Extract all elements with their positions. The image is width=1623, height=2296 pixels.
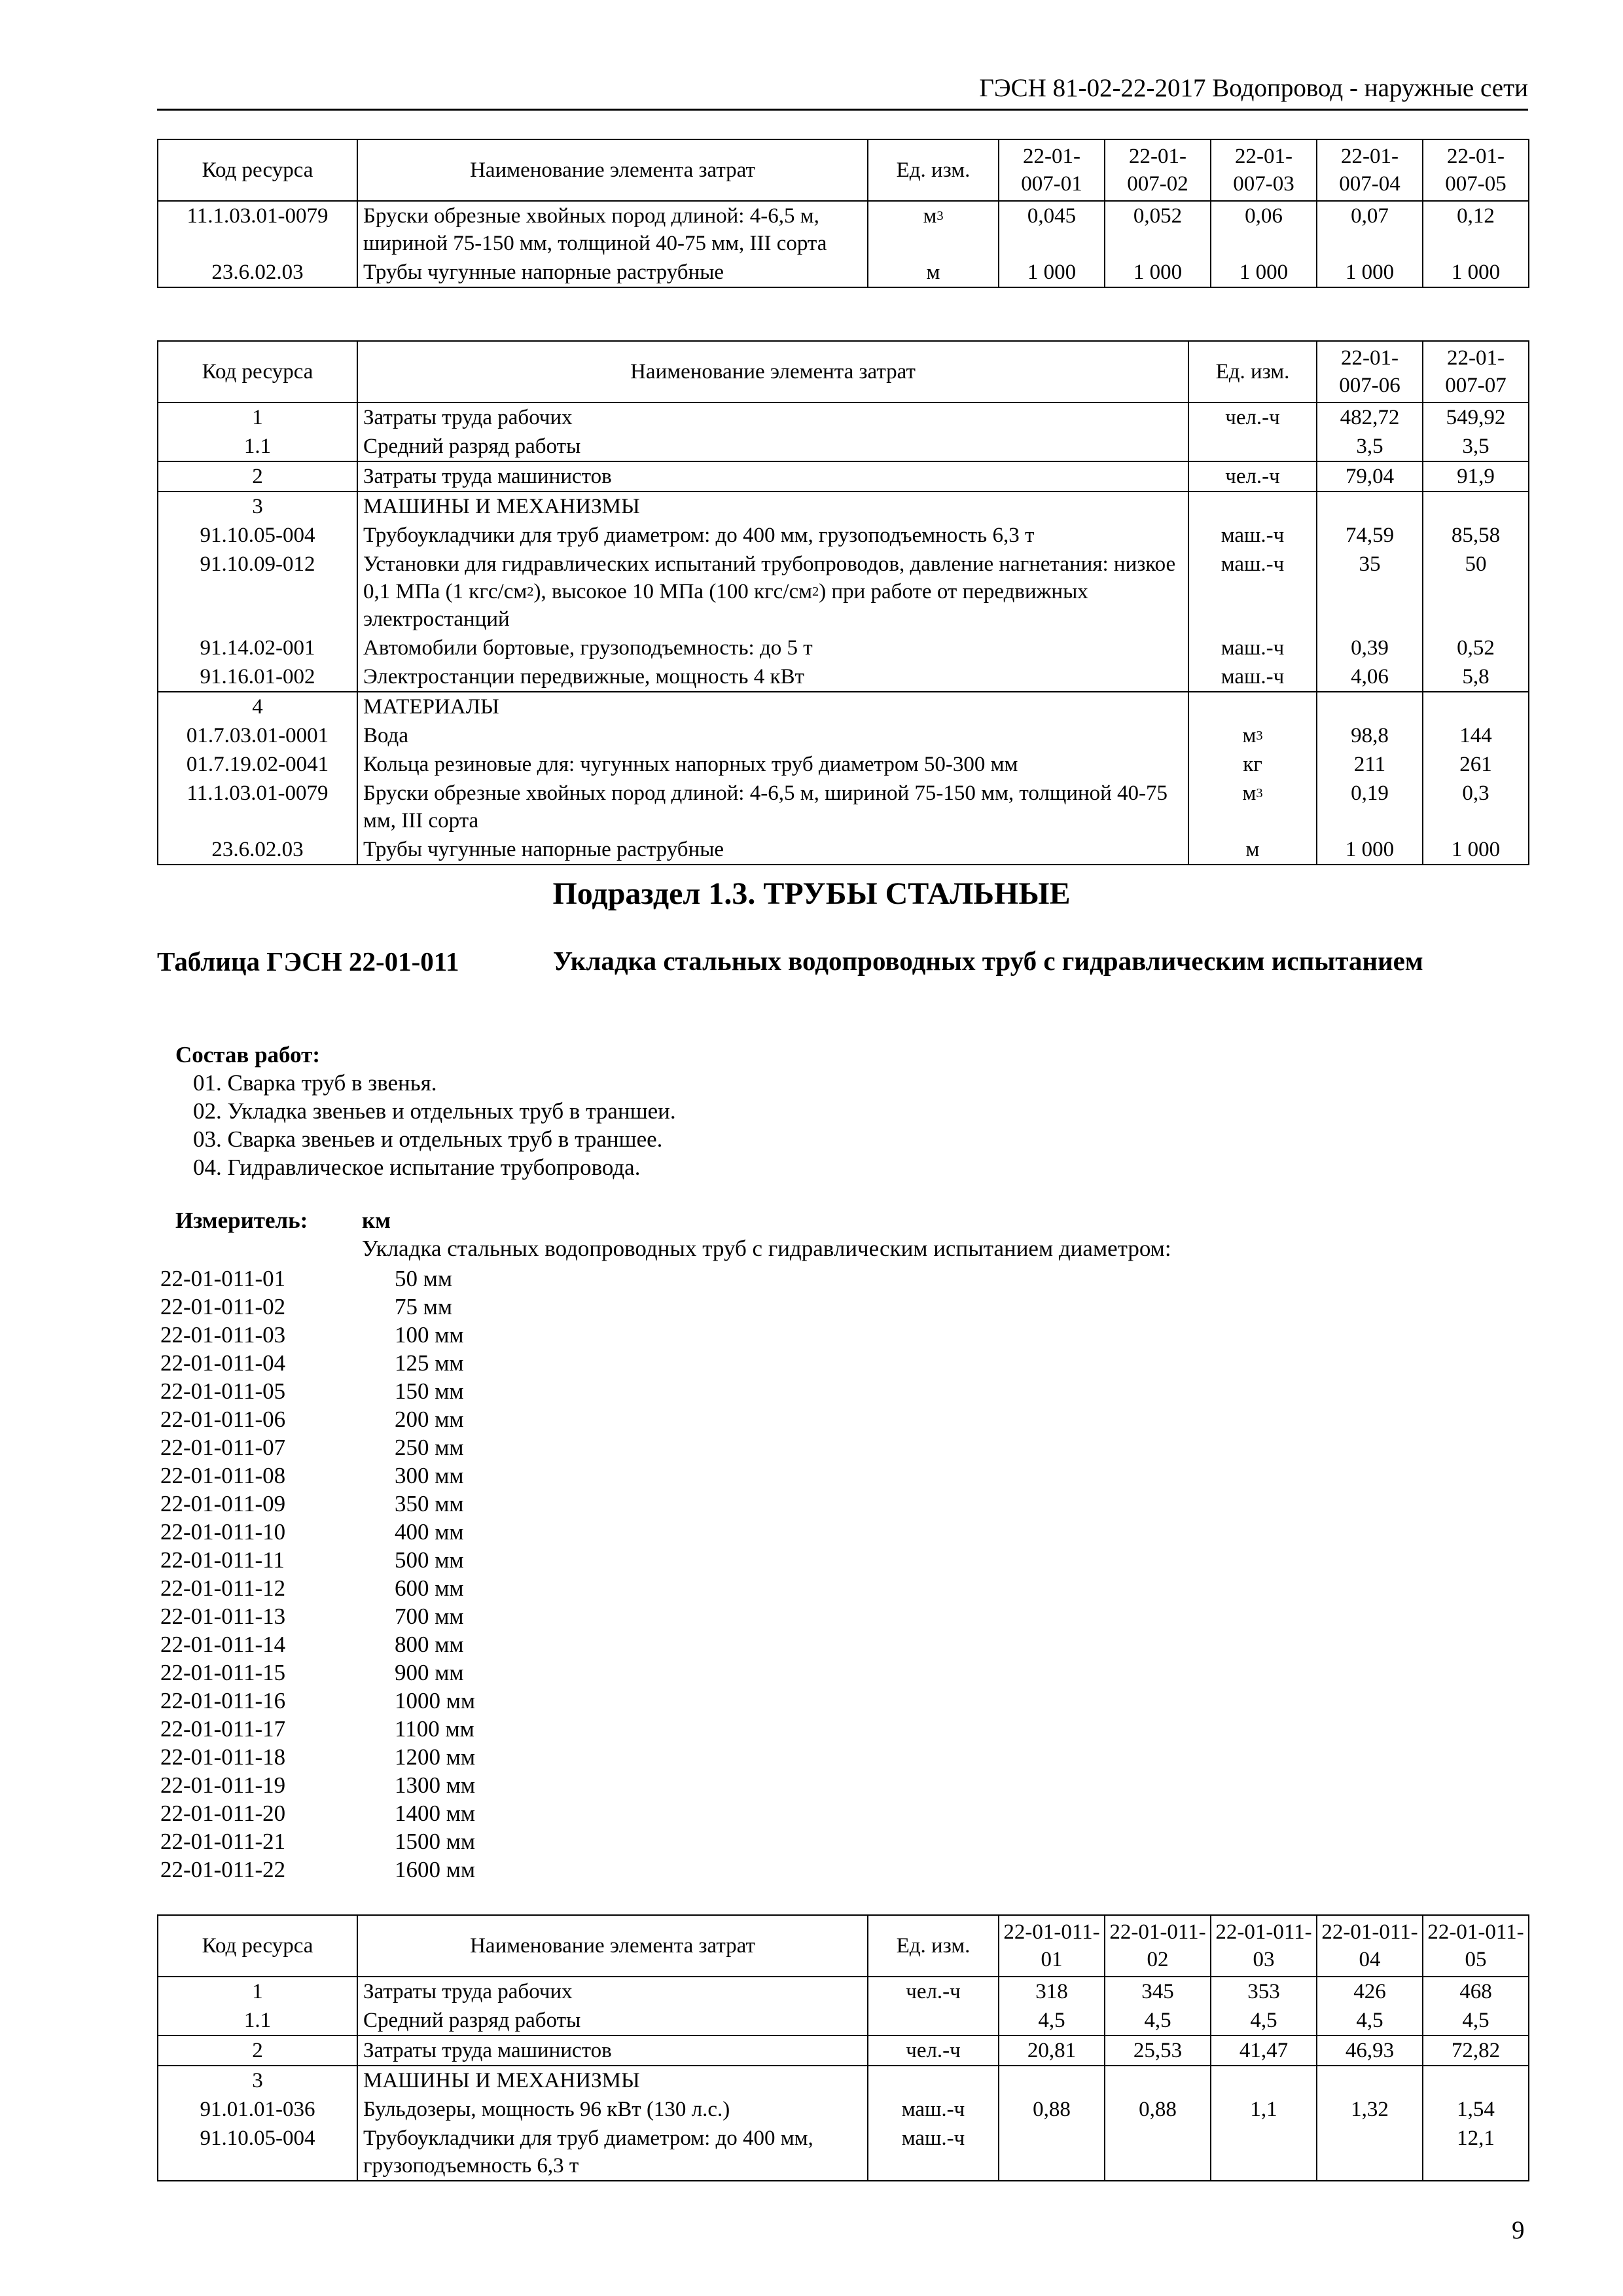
unit-text: чел.-ч	[906, 2039, 961, 2062]
value-cell: 4,5	[1423, 2006, 1529, 2036]
superscript: 2	[527, 584, 534, 599]
measure-label: Измеритель:	[175, 1208, 308, 1233]
value-cell: 50	[1423, 550, 1529, 634]
value-cell	[1105, 2124, 1211, 2181]
value-cell	[1423, 492, 1529, 521]
value-cell: 12,1	[1423, 2124, 1529, 2181]
value-cell: 0,88	[999, 2095, 1105, 2124]
norm-code: 22-01-011-17	[160, 1716, 286, 1742]
list-item	[160, 1377, 475, 1405]
value-cell: 0,39	[1317, 634, 1423, 662]
value-cell: 20,81	[999, 2036, 1105, 2066]
pipe-diameter: 1400 мм	[395, 1801, 476, 1826]
norm-code: 22-01-011-03	[160, 1322, 286, 1348]
value-cell: 35	[1317, 550, 1423, 634]
col-header-name: Наименование элемента затрат	[357, 341, 1188, 403]
list-item	[160, 1827, 475, 1856]
norm-code: 22-01-011-19	[160, 1772, 286, 1798]
col-header-code: Код ресурса	[158, 1915, 357, 1977]
value-cell: 0,19	[1317, 779, 1423, 835]
list-item	[160, 1743, 475, 1771]
norm-code: 22-01-011-13	[160, 1604, 286, 1629]
value-cell: 1 000	[1105, 258, 1211, 287]
norm-code: 22-01-011-22	[160, 1857, 286, 1882]
pipe-diameter: 1200 мм	[395, 1744, 476, 1770]
unit-superscript: 3	[1256, 785, 1263, 800]
pipe-diameter: 75 мм	[395, 1294, 453, 1319]
value-cell: 5,8	[1423, 662, 1529, 692]
table-row	[158, 2124, 1529, 2181]
norm-code: 22-01-011-12	[160, 1575, 286, 1601]
table-row	[158, 721, 1529, 750]
resource-code: 01.7.03.01-0001	[158, 721, 357, 750]
table-row	[158, 258, 1529, 287]
value-cell: 345	[1105, 1977, 1211, 2006]
resource-name: Автомобили бортовые, грузоподъемность: до 5 т	[357, 634, 1188, 662]
norm-code: 22-01-011-04	[160, 1350, 286, 1376]
value-cell: 1 000	[1423, 835, 1529, 865]
unit-text: кг	[1243, 753, 1262, 776]
unit-text: м	[923, 204, 937, 228]
unit-text: м	[1242, 724, 1257, 747]
resource-name: Трубы чугунные напорные раструбные	[357, 258, 868, 287]
resource-name: Трубоукладчики для труб диаметром: до 400 мм, грузоподъемность 6,3 т	[357, 2124, 868, 2181]
resource-code: 91.14.02-001	[158, 634, 357, 662]
col-header-code-col: 22-01-007-05	[1423, 139, 1529, 201]
table-header-row	[158, 1915, 1529, 1977]
resource-name: Кольца резиновые для: чугунных напорных труб диаметром 50-300 мм	[357, 750, 1188, 779]
norm-code-list	[160, 1265, 475, 1884]
col-header-code-col: 22-01-011-02	[1105, 1915, 1211, 1977]
value-cell	[1423, 692, 1529, 721]
list-item	[160, 1405, 475, 1433]
resource-name: МАШИНЫ И МЕХАНИЗМЫ	[357, 492, 1188, 521]
resource-name: Затраты труда машинистов	[357, 2036, 868, 2066]
list-item: 03. Сварка звеньев и отдельных труб в траншее.	[193, 1126, 663, 1152]
col-header-code-col: 22-01-007-06	[1317, 341, 1423, 403]
value-cell: 426	[1317, 1977, 1423, 2006]
table-row	[158, 403, 1529, 432]
unit-text: чел.-ч	[906, 1980, 961, 2003]
value-cell: 1 000	[1317, 258, 1423, 287]
resource-name: МАШИНЫ И МЕХАНИЗМЫ	[357, 2066, 868, 2095]
unit-text: м	[1242, 781, 1257, 805]
unit-cell	[1188, 492, 1317, 521]
value-cell: 318	[999, 1977, 1105, 2006]
pipe-diameter: 250 мм	[395, 1435, 464, 1460]
list-item	[160, 1265, 475, 1293]
value-cell	[1105, 2066, 1211, 2095]
norm-code: 22-01-011-18	[160, 1744, 286, 1770]
value-cell: 468	[1423, 1977, 1529, 2006]
resource-code: 11.1.03.01-0079	[158, 779, 357, 835]
col-header-code-col: 22-01-007-04	[1317, 139, 1423, 201]
norm-code: 22-01-011-05	[160, 1378, 286, 1404]
value-cell: 0,3	[1423, 779, 1529, 835]
value-cell: 1,1	[1211, 2095, 1317, 2124]
table-header-row	[158, 341, 1529, 403]
pipe-diameter: 400 мм	[395, 1519, 464, 1545]
value-cell: 353	[1211, 1977, 1317, 2006]
table-row	[158, 521, 1529, 550]
pipe-diameter: 125 мм	[395, 1350, 464, 1376]
value-cell: 1 000	[1317, 835, 1423, 865]
name-part: ) при работе от передвижных электростанций	[363, 580, 1088, 631]
norm-code: 22-01-011-09	[160, 1491, 286, 1516]
resource-name: Средний разряд работы	[357, 432, 1188, 461]
value-cell	[1317, 2066, 1423, 2095]
table-row	[158, 432, 1529, 461]
col-header-code: Код ресурса	[158, 139, 357, 201]
unit-text: маш.-ч	[1221, 524, 1285, 547]
col-header-code-col: 22-01-007-07	[1423, 341, 1529, 403]
list-item	[160, 1799, 475, 1827]
unit-text: чел.-ч	[1225, 465, 1280, 488]
unit-text: маш.-ч	[1221, 665, 1285, 689]
table-row	[158, 1977, 1529, 2006]
col-header-code-col: 22-01-007-01	[999, 139, 1105, 201]
value-cell: 4,06	[1317, 662, 1423, 692]
measure-unit: км	[362, 1208, 391, 1233]
unit-cell	[1188, 432, 1317, 461]
value-cell: 91,9	[1423, 461, 1529, 492]
table-row	[158, 2006, 1529, 2036]
pipe-diameter: 800 мм	[395, 1632, 464, 1657]
resource-name: МАТЕРИАЛЫ	[357, 692, 1188, 721]
value-cell: 1 000	[1423, 258, 1529, 287]
value-cell	[1423, 2066, 1529, 2095]
resource-code: 3	[158, 492, 357, 521]
list-item: 02. Укладка звеньев и отдельных труб в траншеи.	[193, 1098, 676, 1124]
value-cell: 261	[1423, 750, 1529, 779]
table-row	[158, 461, 1529, 492]
value-cell: 85,58	[1423, 521, 1529, 550]
list-item	[160, 1490, 475, 1518]
value-cell: 211	[1317, 750, 1423, 779]
pipe-diameter: 500 мм	[395, 1547, 464, 1573]
table-row	[158, 2036, 1529, 2066]
resource-name: Затраты труда рабочих	[357, 403, 1188, 432]
norm-code: 22-01-011-02	[160, 1294, 286, 1319]
page-number: 9	[1512, 2216, 1525, 2244]
table-row	[158, 750, 1529, 779]
resource-code: 91.10.05-004	[158, 2124, 357, 2181]
unit-cell	[868, 1977, 999, 2006]
value-cell	[999, 2124, 1105, 2181]
unit-cell	[868, 201, 999, 258]
value-cell: 72,82	[1423, 2036, 1529, 2066]
list-item	[160, 1771, 475, 1799]
resource-code: 1	[158, 1977, 357, 2006]
table-row	[158, 201, 1529, 258]
unit-text: маш.-ч	[901, 2126, 965, 2150]
list-item	[160, 1293, 475, 1321]
list-item	[160, 1602, 475, 1630]
resource-code: 1.1	[158, 2006, 357, 2036]
list-item: 04. Гидравлическое испытание трубопровода.	[193, 1155, 641, 1180]
unit-cell	[1188, 835, 1317, 865]
unit-text: м	[1245, 838, 1260, 861]
unit-cell	[1188, 721, 1317, 750]
col-header-unit: Ед. изм.	[868, 139, 999, 201]
table-row	[158, 662, 1529, 692]
resource-name: Бруски обрезные хвойных пород длиной: 4-6,5 м, шириной 75-150 мм, толщиной 40-75 мм, III сорта	[357, 779, 1188, 835]
resource-table-007-06-07	[157, 340, 1529, 865]
value-cell: 41,47	[1211, 2036, 1317, 2066]
list-item: 01. Сварка труб в звенья.	[193, 1070, 437, 1096]
col-header-code-col: 22-01-007-03	[1211, 139, 1317, 201]
col-header-code-col: 22-01-011-03	[1211, 1915, 1317, 1977]
unit-text: маш.-ч	[901, 2098, 965, 2121]
unit-cell	[1188, 692, 1317, 721]
value-cell: 549,92	[1423, 403, 1529, 432]
value-cell: 0,88	[1105, 2095, 1211, 2124]
value-cell: 0,52	[1423, 634, 1529, 662]
resource-code: 1.1	[158, 432, 357, 461]
pipe-diameter: 350 мм	[395, 1491, 464, 1516]
value-cell: 0,12	[1423, 201, 1529, 258]
col-header-code-col: 22-01-007-02	[1105, 139, 1211, 201]
value-cell	[1211, 2124, 1317, 2181]
table-row	[158, 2095, 1529, 2124]
list-item	[160, 1518, 475, 1546]
resource-code: 91.01.01-036	[158, 2095, 357, 2124]
value-cell: 1 000	[1211, 258, 1317, 287]
value-cell: 4,5	[1105, 2006, 1211, 2036]
value-cell: 3,5	[1423, 432, 1529, 461]
value-cell: 0,045	[999, 201, 1105, 258]
table-row	[158, 779, 1529, 835]
list-item	[160, 1687, 475, 1715]
resource-code: 23.6.02.03	[158, 835, 357, 865]
norm-code: 22-01-011-06	[160, 1407, 286, 1432]
resource-code: 3	[158, 2066, 357, 2095]
measure-description: Укладка стальных водопроводных труб с гидравлическим испытанием диаметром:	[362, 1236, 1171, 1261]
value-cell: 4,5	[1317, 2006, 1423, 2036]
pipe-diameter: 1100 мм	[395, 1716, 474, 1742]
resource-code: 91.10.09-012	[158, 550, 357, 634]
unit-cell	[1188, 461, 1317, 492]
unit-cell	[868, 258, 999, 287]
list-item	[160, 1574, 475, 1602]
table-row	[158, 692, 1529, 721]
unit-cell	[868, 2124, 999, 2181]
col-header-code: Код ресурса	[158, 341, 357, 403]
pipe-diameter: 150 мм	[395, 1378, 464, 1404]
pipe-diameter: 900 мм	[395, 1660, 464, 1685]
pipe-diameter: 1300 мм	[395, 1772, 476, 1798]
value-cell: 1,54	[1423, 2095, 1529, 2124]
unit-text: м	[926, 260, 940, 284]
unit-cell	[1188, 750, 1317, 779]
resource-code: 4	[158, 692, 357, 721]
unit-text: маш.-ч	[1221, 552, 1285, 576]
table-row	[158, 492, 1529, 521]
resource-code: 2	[158, 2036, 357, 2066]
superscript: 2	[812, 584, 819, 599]
unit-cell	[1188, 403, 1317, 432]
unit-cell	[868, 2066, 999, 2095]
resource-name: Бульдозеры, мощность 96 кВт (130 л.с.)	[357, 2095, 868, 2124]
resource-code: 91.10.05-004	[158, 521, 357, 550]
table-row	[158, 2066, 1529, 2095]
unit-superscript: 3	[1256, 728, 1263, 743]
pipe-diameter: 100 мм	[395, 1322, 464, 1348]
value-cell: 144	[1423, 721, 1529, 750]
norm-code: 22-01-011-10	[160, 1519, 286, 1545]
unit-cell	[1188, 634, 1317, 662]
resource-code: 23.6.02.03	[158, 258, 357, 287]
norm-code: 22-01-011-08	[160, 1463, 286, 1488]
norm-code: 22-01-011-20	[160, 1801, 286, 1826]
composition-heading: Состав работ:	[175, 1042, 320, 1067]
list-item	[160, 1630, 475, 1659]
value-cell: 46,93	[1317, 2036, 1423, 2066]
norm-code: 22-01-011-14	[160, 1632, 286, 1657]
pipe-diameter: 200 мм	[395, 1407, 464, 1432]
resource-name: Вода	[357, 721, 1188, 750]
unit-cell	[1188, 662, 1317, 692]
unit-text: маш.-ч	[1221, 636, 1285, 660]
name-part: ), высокое 10 МПа (100 кгс/см	[533, 580, 812, 603]
list-item	[160, 1462, 475, 1490]
col-header-code-col: 22-01-011-01	[999, 1915, 1105, 1977]
pipe-diameter: 1000 мм	[395, 1688, 476, 1713]
unit-text: чел.-ч	[1225, 406, 1280, 429]
pipe-diameter: 700 мм	[395, 1604, 464, 1629]
value-cell: 0,052	[1105, 201, 1211, 258]
norm-code: 22-01-011-15	[160, 1660, 286, 1685]
pipe-diameter: 600 мм	[395, 1575, 464, 1601]
list-item	[160, 1349, 475, 1377]
value-cell: 1,32	[1317, 2095, 1423, 2124]
norm-code: 22-01-011-16	[160, 1688, 286, 1713]
name-part: Установки для гидравлических испытаний трубопроводов, давление нагнетания: низкое 0,1 МПа (1 кгс/см	[363, 552, 1176, 603]
composition-list	[193, 1069, 676, 1181]
resource-name: Трубоукладчики для труб диаметром: до 400 мм, грузоподъемность 6,3 т	[357, 521, 1188, 550]
table-row	[158, 550, 1529, 634]
resource-name: Трубы чугунные напорные раструбные	[357, 835, 1188, 865]
value-cell: 25,53	[1105, 2036, 1211, 2066]
value-cell: 0,07	[1317, 201, 1423, 258]
resource-code: 01.7.19.02-0041	[158, 750, 357, 779]
list-item	[160, 1321, 475, 1349]
unit-cell	[868, 2036, 999, 2066]
resource-table-007-01-05	[157, 139, 1529, 288]
norm-code: 22-01-011-21	[160, 1829, 286, 1854]
resource-name: Затраты труда машинистов	[357, 461, 1188, 492]
value-cell	[999, 2066, 1105, 2095]
col-header-unit: Ед. изм.	[868, 1915, 999, 1977]
value-cell: 4,5	[999, 2006, 1105, 2036]
unit-superscript: 3	[936, 208, 944, 223]
table-caption-name: Укладка стальных водопроводных труб с гидравлическим испытанием	[553, 946, 1423, 976]
pipe-diameter: 1600 мм	[395, 1857, 476, 1882]
value-cell: 3,5	[1317, 432, 1423, 461]
table-row	[158, 634, 1529, 662]
norm-code: 22-01-011-01	[160, 1266, 286, 1291]
resource-code: 1	[158, 403, 357, 432]
value-cell	[1317, 692, 1423, 721]
list-item	[160, 1546, 475, 1574]
running-header: ГЭСН 81-02-22-2017 Водопровод - наружные сети	[157, 73, 1528, 111]
unit-cell	[1188, 521, 1317, 550]
resource-code: 2	[158, 461, 357, 492]
norm-code: 22-01-011-11	[160, 1547, 285, 1573]
resource-name: Средний разряд работы	[357, 2006, 868, 2036]
value-cell	[1317, 492, 1423, 521]
value-cell	[1211, 2066, 1317, 2095]
resource-code: 91.16.01-002	[158, 662, 357, 692]
list-item	[160, 1659, 475, 1687]
value-cell: 74,59	[1317, 521, 1423, 550]
value-cell	[1317, 2124, 1423, 2181]
unit-cell	[868, 2006, 999, 2036]
value-cell: 98,8	[1317, 721, 1423, 750]
value-cell: 1 000	[999, 258, 1105, 287]
resource-name: Затраты труда рабочих	[357, 1977, 868, 2006]
norm-code: 22-01-011-07	[160, 1435, 286, 1460]
resource-code: 11.1.03.01-0079	[158, 201, 357, 258]
col-header-code-col: 22-01-011-05	[1423, 1915, 1529, 1977]
col-header-name: Наименование элемента затрат	[357, 1915, 868, 1977]
col-header-name: Наименование элемента затрат	[357, 139, 868, 201]
value-cell: 0,06	[1211, 201, 1317, 258]
resource-name: Бруски обрезные хвойных пород длиной: 4-6,5 м, шириной 75-150 мм, толщиной 40-75 мм, III сорта	[357, 201, 868, 258]
col-header-code-col: 22-01-011-04	[1317, 1915, 1423, 1977]
table-header-row	[158, 139, 1529, 201]
value-cell: 79,04	[1317, 461, 1423, 492]
table-caption-label: Таблица ГЭСН 22-01-011	[157, 946, 459, 977]
value-cell: 4,5	[1211, 2006, 1317, 2036]
resource-name	[357, 550, 1188, 634]
pipe-diameter: 50 мм	[395, 1266, 453, 1291]
unit-cell	[1188, 550, 1317, 634]
pipe-diameter: 1500 мм	[395, 1829, 476, 1854]
list-item	[160, 1856, 475, 1884]
list-item	[160, 1715, 475, 1743]
resource-name: Электростанции передвижные, мощность 4 кВт	[357, 662, 1188, 692]
list-item	[160, 1433, 475, 1462]
subsection-title: Подраздел 1.3. ТРУБЫ СТАЛЬНЫЕ	[552, 876, 1071, 911]
pipe-diameter: 300 мм	[395, 1463, 464, 1488]
unit-cell	[1188, 779, 1317, 835]
col-header-unit: Ед. изм.	[1188, 341, 1317, 403]
value-cell: 482,72	[1317, 403, 1423, 432]
unit-cell	[868, 2095, 999, 2124]
resource-table-011-01-05	[157, 1914, 1529, 2181]
table-row	[158, 835, 1529, 865]
